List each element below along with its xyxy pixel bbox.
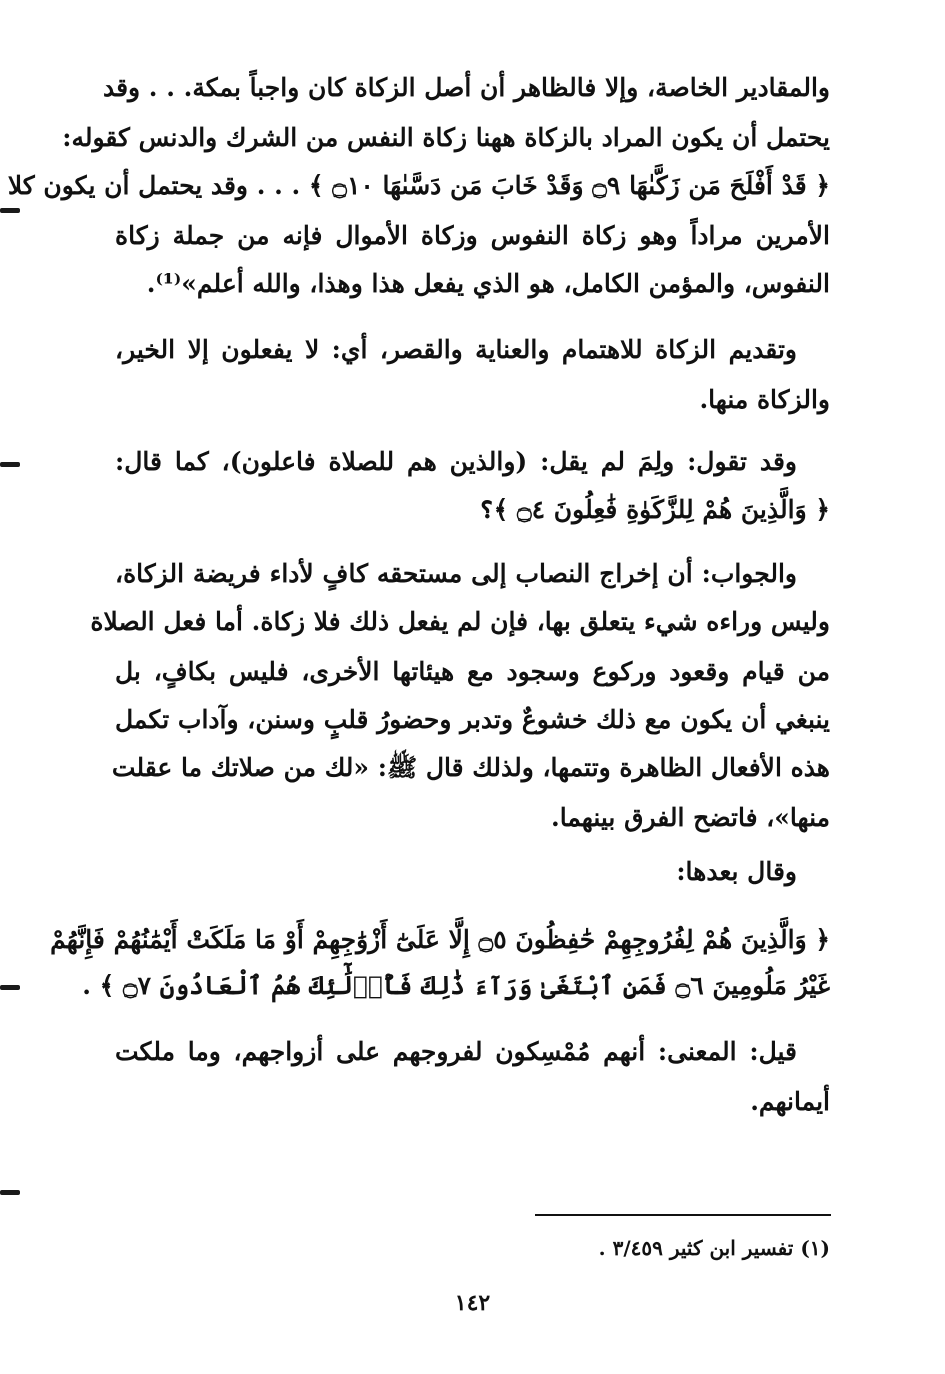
margin-mark <box>0 462 20 467</box>
quran-verse-line: ﴿ وَالَّذِينَ هُمْ لِفُرُوجِهِمْ حَٰفِظُونَ ۝٥ إِلَّا عَلَىٰٓ أَزْوَٰجِهِمْ أَوْ مَا مَلَكَتْ أَيْمَٰنُهُمْ فَإِنَّهُمْ <box>50 925 830 954</box>
footnote-separator <box>535 1214 831 1216</box>
quran-verse-line: ﴿ قَدْ أَفْلَحَ مَن زَكَّىٰهَا ۝٩ وَقَدْ خَابَ مَن دَسَّىٰهَا ۝١٠ ﴾ . . . وقد يحتمل أن يكون كلا <box>7 171 830 200</box>
body-line: النفوس، والمؤمن الكامل، هو الذي يفعل هذا وهذا، والله أعلم»⁽¹⁾. <box>146 269 830 298</box>
body-line: منها»، فاتضح الفرق بينهما. <box>551 803 830 832</box>
body-line: والجواب: أن إخراج النصاب إلى مستحقه كافٍ لأداء فريضة الزكاة، <box>115 559 797 588</box>
margin-mark <box>0 208 20 213</box>
body-line: ينبغي أن يكون مع ذلك خشوعٌ وتدبر وحضورُ قلبٍ وسنن، وآداب تكمل <box>115 705 830 734</box>
margin-mark <box>0 985 20 990</box>
quran-verse-line: ﴿ وَالَّذِينَ هُمْ لِلزَّكَوٰةِ فَٰعِلُونَ ۝٤ ﴾؟ <box>479 495 830 524</box>
footnote: (١) تفسير ابن كثير ٣/٤٥٩ . <box>598 1236 830 1260</box>
body-line: وليس وراءه شيء يتعلق بها، فإن لم يفعل ذلك فلا زكاة. أما فعل الصلاة <box>90 607 830 636</box>
body-line: والزكاة منها. <box>699 385 830 414</box>
page-number: ١٤٢ <box>454 1290 491 1316</box>
body-line: الأمرين مراداً وهو زكاة النفوس وزكاة الأموال فإنه من جملة زكاة <box>115 221 830 250</box>
body-line: وقال بعدها: <box>676 857 797 886</box>
body-line: هذه الأفعال الظاهرة وتتمها، ولذلك قال ﷺ: «لك من صلاتك ما عقلت <box>111 753 830 782</box>
quran-verse-line: غَيْرُ مَلُومِينَ ۝٦ فَمَنِ ٱبْتَغَىٰ وَرَآءَ ذَٰلِكَ فَأُو۟لَٰٓئِكَ هُمُ ٱلْعَادُونَ ۝٧ ﴾ . <box>82 971 830 1000</box>
body-line: وتقديم الزكاة للاهتمام والعناية والقصر، أي: لا يفعلون إلا الخير، <box>115 335 797 364</box>
body-line: أيمانهم. <box>750 1087 830 1116</box>
body-line: وقد تقول: ولِمَ لم يقل: (والذين هم للصلاة فاعلون)، كما قال: <box>115 447 797 476</box>
margin-mark <box>0 1190 20 1195</box>
body-line: قيل: المعنى: أنهم مُمْسِكون لفروجهم على أزواجهم، وما ملكت <box>115 1037 797 1066</box>
body-line: والمقادير الخاصة، وإلا فالظاهر أن أصل الزكاة كان واجباً بمكة. . . وقد <box>102 73 830 102</box>
body-line: يحتمل أن يكون المراد بالزكاة ههنا زكاة النفس من الشرك والدنس كقوله: <box>62 123 830 152</box>
body-line: من قيام وقعود وركوع وسجود مع هيئاتها الأخرى، فليس بكافٍ، بل <box>115 657 830 686</box>
